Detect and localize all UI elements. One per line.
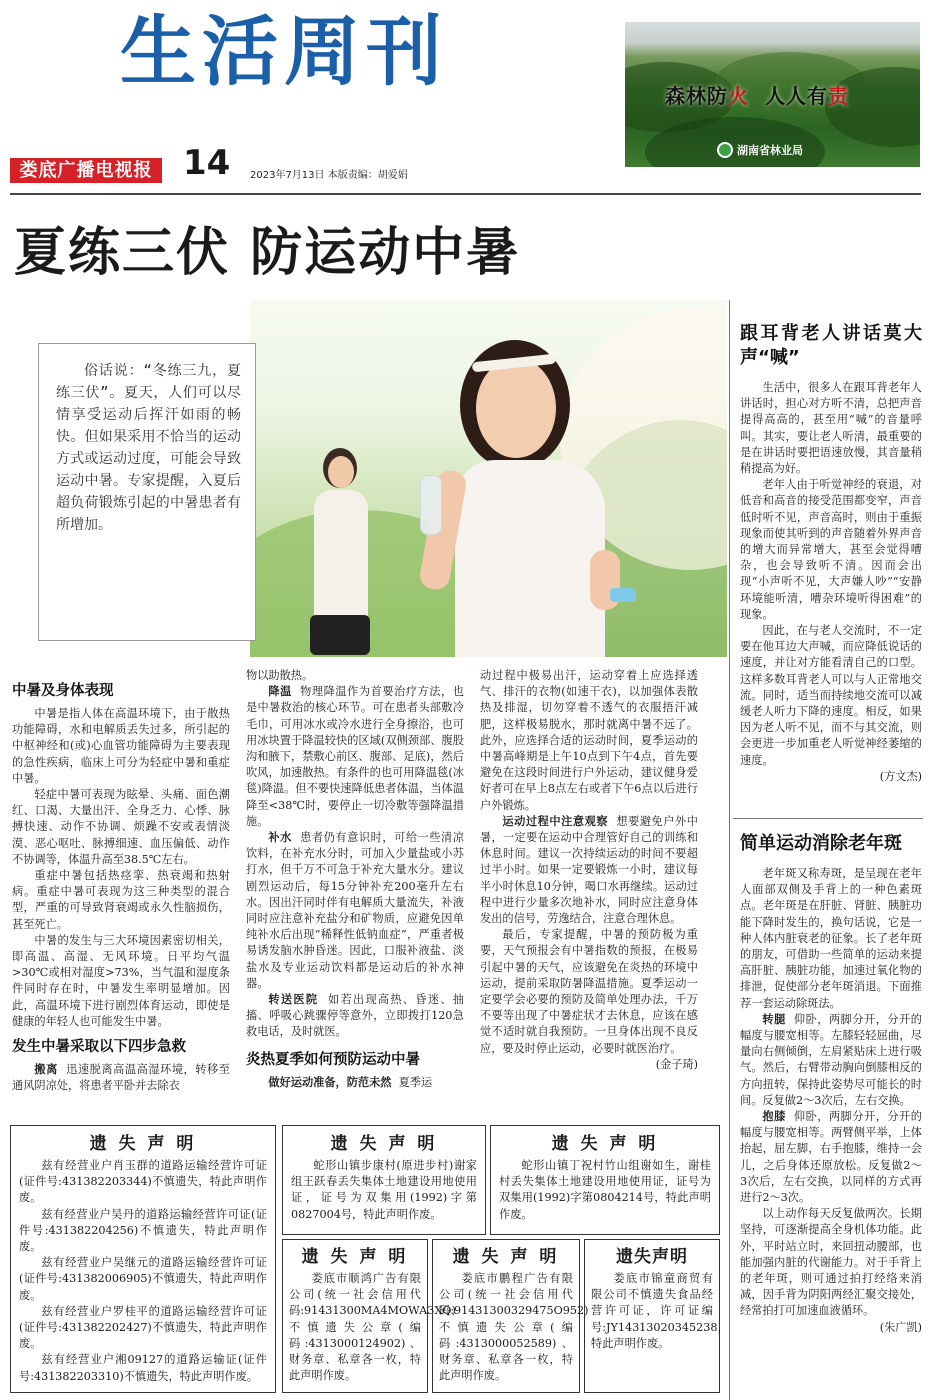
- lost-notice-5: 遗 失 声 明 娄底市鹏程广告有限公司(统一社会信用代码:91431300329475O952)不慎遗失公章(编码:4313000052589)、财务章、私章各一枚，特此声明作废。: [432, 1239, 580, 1393]
- article-col-1: 中暑及身体表现 中暑是指人体在高温环境下，由于散热功能障碍，水和电解质丢失过多，所引起的中枢神经和(或)心血管功能障碍为主要表现的急性疾病，临床上可分为轻症中暑和重症中暑。 轻症中暑可表现为眩晕、头痛、面色潮红、口渴、大量出汗、全身乏力、心悸、脉搏快速、动作不协调、烦躁不安或表情淡漠、恶心呕吐、脉搏细速、血压偏低、动作不协调等，体温升高至38.5℃左右。 重症中暑包括热痉挛、热衰竭和热射病。重症中暑可表现为这三种类型的混合型，严重的可导致肾衰竭或永久性脑损伤，甚至死亡。 中暑的发生与三大环境因素密切相关，即高温、高湿、无风环境。日平均气温>30℃或相对湿度>73%，当气温和湿度条件同时存在时，中暑发生率明显增加。因此，高温环境下进行剧烈体育运动，即使是健康的年轻人也可能发生中暑。 发生中暑采取以下四步急救 搬离 迅速脱离高温高湿环境，转移至通风阴凉处，将患者平卧并去除衣: [12, 674, 230, 1094]
- lost-notice-6: 遗失声明 娄底市锦童商贸有限公司不慎遗失食品经营许可证，许可证编号:JY14313020345238，特此声明作废。: [584, 1239, 720, 1393]
- forestry-bureau-logo: 湖南省林业局: [717, 142, 803, 158]
- masthead-title: 生活周刊: [120, 7, 448, 96]
- page-number: 14: [183, 143, 231, 183]
- sidebar-title: 简单运动消除老年斑: [740, 833, 902, 854]
- jogging-women-photo: [250, 300, 727, 657]
- article-col-2: 物以助散热。 降温 物理降温作为首要治疗方法，也是中暑救治的核心环节。可在患者头部敷冷毛巾，可用冰水或冷水进行全身擦浴，也可用冰块置于降温较快的区域(双侧颈部、腹股沟和腋下，禁敷心前区、腹部、足底)，然后吹风，加速散热。有条件的也可用降温毯(冰毯)降温。但不要快速降低患者体温，当体温降至<38℃时，要停止一切冷敷等强降温措施。 补水 患者仍有意识时，可给一些清凉饮料，在补充水分时，可加入少量盐或小苏打水，但千万不可急于补充大量水分。建议剧烈运动后，每15分钟补充200毫升左右水。因出汗同时伴有电解质大量流失，补液同时应注意补充盐分和矿物质，应避免因单纯补水后出现“稀释性低钠血症”，严重者极易诱发脑水肿昏迷。因此，口服补液盐、淡盐水及专业运动饮料都是运动后的补水神器。 转送医院 如若出现高热、昏迷、抽搐、呼吸心跳骤停等意外，立即拨打120急救电话，及时就医。 炎热夏季如何预防运动中暑 做好运动准备，防范未然 夏季运: [246, 669, 464, 1089]
- newspaper-name: 娄底广播电视报: [10, 158, 162, 183]
- dateline: 2023年7月13日 本版责编：胡爱娟: [250, 170, 408, 181]
- leaf-logo-icon: [717, 142, 733, 158]
- sidebar-article-2: 简单运动消除老年斑 老年斑又称寿斑，是呈现在老年人面部双侧及手背上的一种色素斑点。老年斑是在肝脏、肾脏、胰脏功能下降时发生的，换句话说，它是一种人体内脏衰老的征象。长了老年斑的朋友，可借助一些简单的运动来提高肝脏、胰脏功能，加速过氧化物的排泄，促使部分老年斑消退。下面推荐一套运动除斑法。 转腿 仰卧，两脚分开，分开的幅度与腰宽相等。左膝轻轻屈曲，尽量向右侧倾倒，左肩紧贴床上进行吸气。然后，右臂带动胸向倒膝相反的方向扭转，保持此姿势尽可能长的时间。反复做2～3次后，左右交换。 抱膝 仰卧，两脚分开，分开的幅度与腰宽相等。两臂侧平举，上体抬起，屈左脚，右手抱膝，维持一会儿，之后身体还原放松。反复做2～3次后，左右交换，以同样的方式再进行2～3次。 以上动作每天反复做两次。长期坚持，可逐渐提高全身机体功能。此外，平时站立时，来回扭动腰部，也能加强内脏的代谢能力。对于手背上的老年斑，则可通过拍打经络来消减，因手背为阴阳两经汇聚交接处，经常拍打可加速血液循环。 (朱广凯): [740, 832, 922, 1336]
- ad-slogan: 森林防火 人人有责: [665, 84, 849, 108]
- forest-fire-ad: [625, 22, 920, 167]
- header-rule: [10, 193, 921, 195]
- main-headline: 夏练三伏 防运动中暑: [14, 223, 521, 283]
- byline: (金子琦): [655, 1057, 698, 1071]
- section-heading: 炎热夏季如何预防运动中暑: [246, 1051, 420, 1068]
- lost-notice-4: 遗 失 声 明 娄底市顺鸿广告有限公司(统一社会信用代码:91431300MA4MOWA3XQ)不慎遗失公章(编码:4313000124902)、财务章、私章各一枚，特此声明作废。: [282, 1239, 428, 1393]
- lost-notice-2: 遗 失 声 明 蛇形山镇步康村(原进步村)谢家组王跃春丢失集体土地建设用地使用证，证号为双集用(1992)字第0827004号，特此声明作废。: [282, 1125, 486, 1235]
- sidebar-divider: [729, 300, 730, 1400]
- byline: (方文杰): [879, 769, 922, 783]
- article-col-3: 动过程中极易出汗，运动穿着上应选择透气、排汗的衣物(如速干衣)，以加强体表散热及排湿，切勿穿着不透气的衣服捂汗减肥，这样极易脱水，那时就离中暑不远了。此外，应选择合适的运动时间，夏季运动的中暑高峰期是上午10点到下午4点，首先要避免在这段时间进行户外运动，建议健身爱好者可在早上8点左右或者下午6点以后进行户外锻炼。 运动过程中注意观察 想要避免户外中暑，一定要在运动中合理管好自己的训练和休息时间。建议一次持续运动的时间不要超过半小时。如果一定要锻炼一小时，建议每半小时休息10分钟，喝口水再继续。运动过程中进行少量多次地补水，同时应注意身体发出的信号，劳逸结合，注意合理休息。 最后，专家提醒，中暑的预防极为重要，天气预报会有中暑指数的预报，在极易引起中暑的天气，应该避免在炎热的环境中运动，提前采取防暑降温措施。夏季运动一定要学会必要的预防及简单处理办法，千万不要等出现了中暑症状才去休息，应该在感觉不适时就自我预防。一旦身体出现不良反应，要及时停止运动，必要时就医治疗。 (金子琦): [480, 668, 698, 1073]
- sidebar-title: 跟耳背老人讲话莫大声“喊”: [740, 323, 922, 368]
- byline: (朱广凯): [879, 1320, 922, 1334]
- sidebar-article-1: 跟耳背老人讲话莫大声“喊” 生活中，很多人在跟耳背老年人讲话时，担心对方听不清，总把声音提得高高的，甚至用“喊”的音量呼叫。其实，要让老人听清，最重要的是在讲话时要把语速放慢，其音量稍稍提高为好。 老年人由于听觉神经的衰退，对低音和高音的接受范围都变窄，声音低时听不见，声音高时，则由于重振现象而使其听到的声音随着外界声音的增大而异常增大，甚至会觉得嘈杂，也会导致听不清。因而会出现“小声听不见，大声嫌人吵”“安静环境能听清，嘈杂环境听得困难”的现象。 因此，在与老人交流时，不一定要在他耳边大声喊，而应降低说话的速度，并让对方能看清自己的口型。这样多数耳背老人可以与人正常地交流。同时，适当而持续地交流可以减缓老人听力下降的速度。相反，如果因为老人听不见，而不与其交流，则会更进一步加重老人听觉神经萎缩的速度。 (方文杰): [740, 322, 922, 785]
- lost-notice-3: 遗 失 声 明 蛇形山镇丁祝村竹山组谢如生，谢桂村丢失集体土地建设用地使用证，证号为双集用(1992)字第0804214号，特此声明作废。: [490, 1125, 720, 1235]
- intro-box: 俗话说：“冬练三九，夏练三伏”。夏天，人们可以尽情享受运动后挥汗如雨的畅快。但如果采用不恰当的运动方式或运动过度，可能会导致运动中暑。专家提醒，入夏后超负荷锻炼引起的中暑患者有所增加。: [38, 343, 256, 641]
- sidebar-separator: [733, 818, 923, 819]
- section-heading: 中暑及身体表现: [12, 683, 114, 699]
- lost-notice-1: 遗 失 声 明 兹有经营业户肖玉群的道路运输经营许可证(证件号:431382203344)不慎遗失，特此声明作废。 兹有经营业户吴丹的道路运输经营许可证(证件号:431382204256)不慎遗失，特此声明作废。 兹有经营业户吴继元的道路运输经营许可证(证件号:431382006905)不慎遗失，特此声明作废。 兹有经营业户罗桂平的道路运输经营许可证(证件号:431382202427)不慎遗失，特此声明作废。 兹有经营业户湘09127的道路运输证(证件号:431382203310)不慎遗失，特此声明作废。: [10, 1125, 276, 1393]
- section-heading: 发生中暑采取以下四步急救: [12, 1039, 186, 1056]
